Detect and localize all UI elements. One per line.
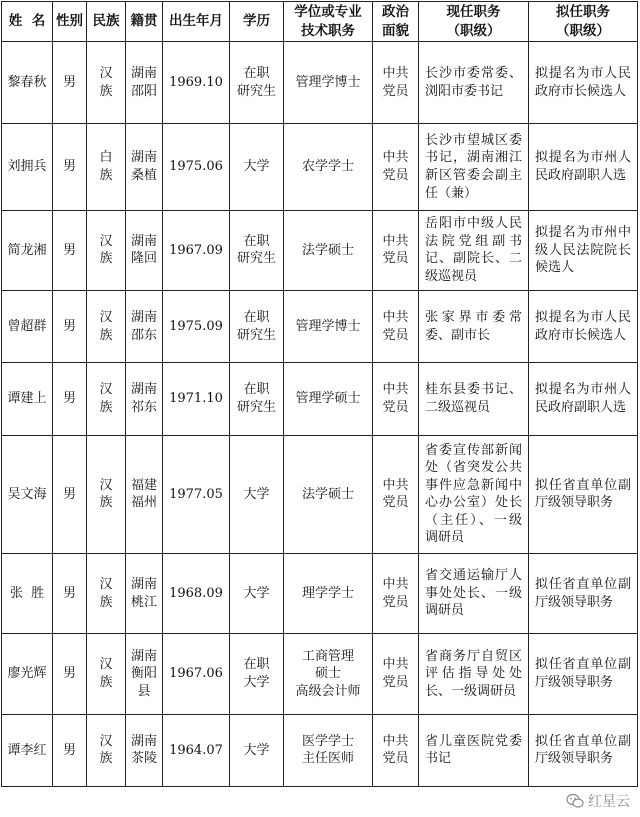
cell-proposed: 拟提名为市州中级人民法院院长候选人	[529, 210, 638, 290]
cell-political: 中共 党员	[373, 210, 419, 290]
cell-ethnicity: 汉 族	[87, 210, 126, 290]
cell-ethnicity: 汉 族	[87, 290, 126, 362]
cell-proposed: 拟提名为市州人民政府副职人选	[529, 363, 638, 435]
cell-education: 在职 研究生	[230, 290, 284, 362]
cell-degree: 农学学士	[284, 124, 373, 210]
table-row	[2, 714, 638, 786]
table-row	[2, 435, 638, 553]
cell-education: 大学	[230, 714, 284, 786]
cell-gender: 男	[53, 554, 87, 634]
cell-proposed: 拟任省直单位副厅级领导职务	[529, 714, 638, 786]
cell-political: 中共 党员	[373, 42, 419, 124]
header-name: 姓 名	[2, 2, 53, 42]
cell-name: 廖光辉	[2, 634, 53, 714]
table-row	[2, 554, 638, 634]
cell-origin: 湖南 隆回	[126, 210, 163, 290]
header-ethnicity: 民族	[87, 2, 126, 42]
cell-education: 在职 研究生	[230, 363, 284, 435]
cell-political: 中共 党员	[373, 435, 419, 553]
cell-ethnicity: 汉 族	[87, 363, 126, 435]
cell-origin: 湖南 桃江	[126, 554, 163, 634]
cell-proposed: 拟任省直单位副厅级领导职务	[529, 435, 638, 553]
cell-origin: 福建 福州	[126, 435, 163, 553]
cell-name: 谭李红	[2, 714, 53, 786]
wechat-icon	[566, 793, 584, 809]
cell-gender: 男	[53, 124, 87, 210]
cell-gender: 男	[53, 42, 87, 124]
header-current: 现任职务 （职级）	[419, 2, 529, 42]
cell-gender: 男	[53, 290, 87, 362]
table-row	[2, 124, 638, 210]
cell-name: 吴文海	[2, 435, 53, 553]
cell-name: 谭建上	[2, 363, 53, 435]
cell-political: 中共 党员	[373, 363, 419, 435]
cell-proposed: 拟提名为市人民政府市长候选人	[529, 42, 638, 124]
watermark	[566, 791, 630, 811]
cell-proposed: 拟提名为市州人民政府副职人选	[529, 124, 638, 210]
cell-proposed: 拟任省直单位副厅级领导职务	[529, 554, 638, 634]
cell-ethnicity: 汉 族	[87, 42, 126, 124]
cell-political: 中共 党员	[373, 634, 419, 714]
cell-ethnicity: 汉 族	[87, 554, 126, 634]
cell-origin: 湖南 桑植	[126, 124, 163, 210]
cell-birth: 1967.09	[163, 210, 230, 290]
cell-proposed: 拟提名为市人民政府市长候选人	[529, 290, 638, 362]
cell-ethnicity: 白 族	[87, 124, 126, 210]
cell-education: 大学	[230, 435, 284, 553]
cell-birth: 1969.10	[163, 42, 230, 124]
table-row	[2, 363, 638, 435]
cell-proposed: 拟任省直单位副厅级领导职务	[529, 634, 638, 714]
cell-education: 在职 研究生	[230, 210, 284, 290]
cell-origin: 湖南 邵东	[126, 290, 163, 362]
cell-gender: 男	[53, 634, 87, 714]
cell-current: 张家界市委常委、副市长	[419, 290, 529, 362]
cell-current: 桂东县委书记、二级巡视员	[419, 363, 529, 435]
cell-degree: 管理学博士	[284, 42, 373, 124]
cell-degree: 工商管理 硕士 高级会计师	[284, 634, 373, 714]
table-row	[2, 42, 638, 124]
cell-gender: 男	[53, 435, 87, 553]
cell-birth: 1975.06	[163, 124, 230, 210]
cell-degree: 理学学士	[284, 554, 373, 634]
cell-current: 省儿童医院党委书记	[419, 714, 529, 786]
cell-degree: 医学学士 主任医师	[284, 714, 373, 786]
cell-political: 中共 党员	[373, 714, 419, 786]
cell-gender: 男	[53, 714, 87, 786]
cell-current: 岳阳市中级人民法院党组副书记、副院长、二级巡视员	[419, 210, 529, 290]
cell-birth: 1977.05	[163, 435, 230, 553]
cell-gender: 男	[53, 363, 87, 435]
cell-name: 简龙湘	[2, 210, 53, 290]
cell-birth: 1975.09	[163, 290, 230, 362]
cell-birth: 1971.10	[163, 363, 230, 435]
cell-origin: 湖南 衡阳 县	[126, 634, 163, 714]
header-education: 学历	[230, 2, 284, 42]
cell-current: 长沙市委常委、浏阳市委书记	[419, 42, 529, 124]
cell-birth: 1967.06	[163, 634, 230, 714]
cell-name: 黎春秋	[2, 42, 53, 124]
cell-origin: 湖南 邵阳	[126, 42, 163, 124]
cell-degree: 法学硕士	[284, 435, 373, 553]
cell-education: 大学	[230, 124, 284, 210]
cell-gender: 男	[53, 210, 87, 290]
header-origin: 籍贯	[126, 2, 163, 42]
header-birth: 出生年月	[163, 2, 230, 42]
cell-degree: 管理学硕士	[284, 363, 373, 435]
header-gender: 性别	[53, 2, 87, 42]
cell-degree: 管理学博士	[284, 290, 373, 362]
table-row	[2, 290, 638, 362]
cell-name: 张 胜	[2, 554, 53, 634]
cell-ethnicity: 汉 族	[87, 714, 126, 786]
candidate-table	[1, 1, 638, 787]
cell-name: 曾超群	[2, 290, 53, 362]
cell-current: 省交通运输厅人事处处长、一级调研员	[419, 554, 529, 634]
cell-current: 省委宣传部新闻处（省突发公共事件应急新闻中心办公室）处长（主任）、一级调研员	[419, 435, 529, 553]
cell-education: 大学	[230, 554, 284, 634]
watermark-text: 红星云	[588, 794, 630, 810]
table-row	[2, 210, 638, 290]
cell-education: 在职 研究生	[230, 42, 284, 124]
cell-birth: 1964.07	[163, 714, 230, 786]
table-row	[2, 634, 638, 714]
header-degree: 学位或专业 技术职务	[284, 2, 373, 42]
cell-ethnicity: 汉 族	[87, 634, 126, 714]
cell-name: 刘拥兵	[2, 124, 53, 210]
header-row	[2, 2, 638, 42]
cell-current: 长沙市望城区委书记，湖南湘江新区管委会副主任（兼）	[419, 124, 529, 210]
cell-education: 在职 大学	[230, 634, 284, 714]
cell-origin: 湖南 茶陵	[126, 714, 163, 786]
cell-current: 省商务厅自贸区评估指导处处长、一级调研员	[419, 634, 529, 714]
cell-degree: 法学硕士	[284, 210, 373, 290]
cell-ethnicity: 汉 族	[87, 435, 126, 553]
cell-political: 中共 党员	[373, 554, 419, 634]
cell-political: 中共 党员	[373, 290, 419, 362]
cell-political: 中共 党员	[373, 124, 419, 210]
header-political: 政治 面貌	[373, 2, 419, 42]
cell-birth: 1968.09	[163, 554, 230, 634]
cell-origin: 湖南 祁东	[126, 363, 163, 435]
header-proposed: 拟任职务 （职级）	[529, 2, 638, 42]
